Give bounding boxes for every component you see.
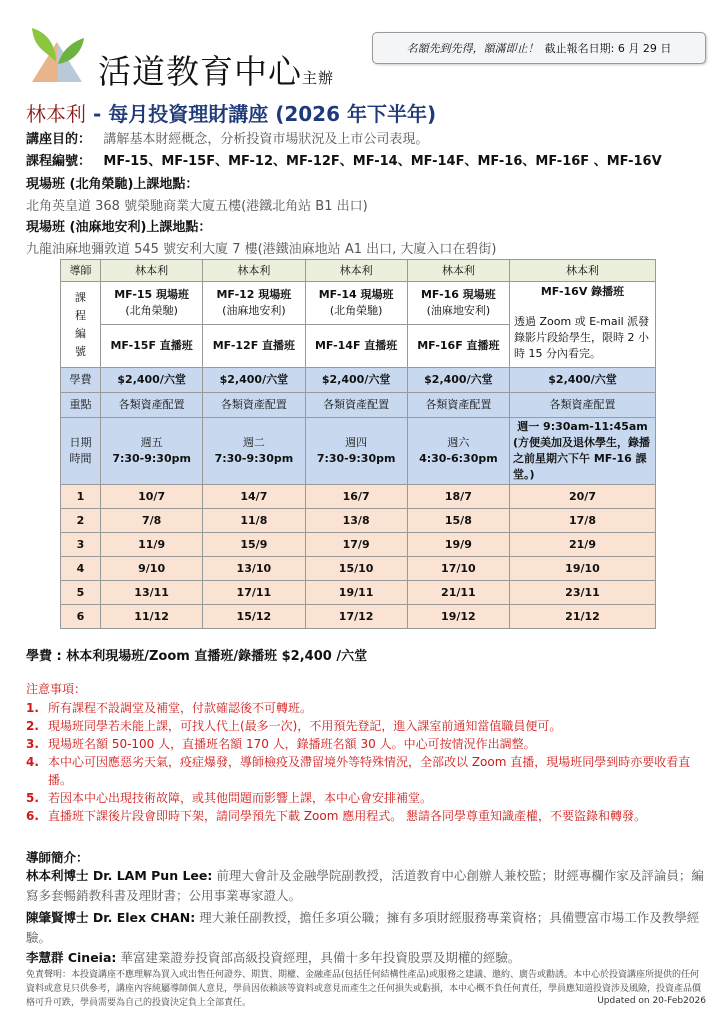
purpose: 講座目的： 講解基本財經概念，分析投資市場狀況及上市公司表現。 — [26, 132, 429, 147]
session-date: 15/12 — [203, 605, 305, 629]
note-item — [26, 807, 706, 825]
session-date: 19/12 — [407, 605, 509, 629]
session-date: 14/7 — [203, 485, 305, 509]
row-label: 導師 — [61, 260, 101, 282]
tutors-title: 導師簡介： — [26, 850, 89, 865]
tutor-bio: 陳肇賢博士 Dr. Elex CHAN: 理大兼任副教授，擔任多項公職；擁有多項財經服務專業資格；具備豐富市場工作及教學經驗。 — [26, 910, 700, 945]
session-date: 10/7 — [101, 485, 203, 509]
cell: MF-12 現場班 (油麻地安利) — [203, 282, 305, 325]
note-item — [26, 699, 706, 717]
cell: $2,400/六堂 — [510, 368, 656, 393]
note-text: 本中心可因應惡劣天氣，疫症爆發，導師檢疫及滯留境外等特殊情況，全部改以 Zoom 直播，現場班同學到時亦要收看直播。 — [48, 755, 691, 787]
code-row — [61, 282, 656, 325]
session-date: 21/11 — [407, 581, 509, 605]
note-text: 直播班下課後片段會即時下架，請同學預先下載 Zoom 應用程式。 懇請各同學尊重知識產權，不要盜錄和轉發。 — [48, 809, 647, 823]
cell: $2,400/六堂 — [203, 368, 305, 393]
session-number: 5 — [61, 581, 101, 605]
disclaimer: 免責聲明：本投資講座不應理解為買入或出售任何證券、期貨、期權、金融產品(包括任何結構性產品)或服務之建議、邀約、廣告或勸誘。本中心於投資講座所提供的任何資料或意見只供參考，講座內容純屬導師個人意見，學員因依賴該等資料或意見而產生之任何損失或虧損，本中心概不負任何責任，學員應知道投資涉及風險，投資產品價格可升可跌，學員需要為自己的投資決定負上全部責任。 — [26, 970, 702, 1008]
session-date: 19/10 — [510, 557, 656, 581]
note-number: 5. — [26, 791, 39, 805]
tutor-row — [61, 260, 656, 282]
session-date: 21/9 — [510, 533, 656, 557]
session-date: 15/10 — [305, 557, 407, 581]
session-number: 6 — [61, 605, 101, 629]
cell: 各類資產配置 — [101, 393, 203, 418]
session-date: 9/10 — [101, 557, 203, 581]
cell: 週二 7:30-9:30pm — [203, 418, 305, 485]
note-number: 6. — [26, 809, 39, 823]
datetime-row — [61, 418, 656, 485]
cell: 各類資產配置 — [407, 393, 509, 418]
cell: MF-15 現場班 (北角榮馳) — [101, 282, 203, 325]
session-date: 11/12 — [101, 605, 203, 629]
note-item — [26, 735, 706, 753]
cell: 各類資產配置 — [203, 393, 305, 418]
cell: MF-16F 直播班 — [407, 325, 509, 368]
note-number: 2. — [26, 719, 39, 733]
cell: 週一 9:30am-11:45am (方便美加及退休學生，錄播之前星期六下午 MF-16 課堂。) — [510, 418, 656, 485]
cell: 林本利 — [407, 260, 509, 282]
row-label: 學費 — [61, 368, 101, 393]
session-row — [61, 509, 656, 533]
cell: 林本利 — [510, 260, 656, 282]
session-date: 7/8 — [101, 509, 203, 533]
note-number: 1. — [26, 701, 39, 715]
notes-title: 注意事項： — [26, 682, 87, 696]
venue-address: 北角英皇道 368 號榮馳商業大廈五樓(港鐵北角站 B1 出口) — [26, 199, 368, 214]
cell: MF-12F 直播班 — [203, 325, 305, 368]
tutor-bio: 林本利博士 Dr. LAM Pun Lee: 前理大會計及金融學院副教授，活道教育中心創辦人兼校監；財經專欄作家及評論員；編寫多套暢銷教科書及理財書；公用事業專家證人。 — [26, 868, 704, 903]
cell: MF-14F 直播班 — [305, 325, 407, 368]
session-date: 21/12 — [510, 605, 656, 629]
org-name: 活道教育中心主辦 — [98, 52, 335, 91]
cell: $2,400/六堂 — [305, 368, 407, 393]
session-row — [61, 557, 656, 581]
cell: 林本利 — [101, 260, 203, 282]
schedule-table — [60, 259, 656, 629]
note-text: 若因本中心出現技術故障，或其他問題而影響上課，本中心會安排補堂。 — [48, 791, 433, 805]
note-item — [26, 789, 706, 807]
session-date: 13/8 — [305, 509, 407, 533]
session-date: 13/11 — [101, 581, 203, 605]
cell: MF-15F 直播班 — [101, 325, 203, 368]
page-title: 林本利 - 每月投資理財講座 (2026 年下半年) — [26, 102, 437, 126]
session-number: 4 — [61, 557, 101, 581]
session-number: 1 — [61, 485, 101, 509]
session-date: 18/7 — [407, 485, 509, 509]
session-date: 13/10 — [203, 557, 305, 581]
session-date: 17/12 — [305, 605, 407, 629]
cell: 各類資產配置 — [510, 393, 656, 418]
session-row — [61, 581, 656, 605]
note-text: 所有課程不設調堂及補堂，付款確認後不可轉班。 — [48, 701, 313, 715]
cell: 週六 4:30-6:30pm — [407, 418, 509, 485]
cell: MF-14 現場班 (北角榮馳) — [305, 282, 407, 325]
session-number: 3 — [61, 533, 101, 557]
cell: 林本利 — [203, 260, 305, 282]
course-codes: 課程編號： MF-15、MF-15F、MF-12、MF-12F、MF-14、MF-14F、MF-16、MF-16F 、MF-16V — [26, 154, 662, 169]
session-date: 15/9 — [203, 533, 305, 557]
session-date: 17/10 — [407, 557, 509, 581]
session-date: 15/8 — [407, 509, 509, 533]
venue-label: 現場班 (北角榮馳)上課地點： — [26, 177, 199, 192]
session-date: 23/11 — [510, 581, 656, 605]
session-number: 2 — [61, 509, 101, 533]
deadline-notice: 名額先到先得，額滿即止！ 截止報名日期: 6 月 29 日 — [372, 32, 706, 64]
note-text: 現場班同學若未能上課，可找人代上(最多一次)，不用預先登記，進入課室前通知當值職員便可。 — [48, 719, 562, 733]
cell: 週四 7:30-9:30pm — [305, 418, 407, 485]
fee-row — [61, 368, 656, 393]
cell: MF-16V 錄播班 透過 Zoom 或 E-mail 派發錄影片段給學生，限時 2 小時 15 分內看完。 — [510, 282, 656, 368]
session-date: 17/9 — [305, 533, 407, 557]
venue-label: 現場班 (油麻地安利)上課地點： — [26, 220, 212, 235]
note-item — [26, 717, 706, 735]
notes — [26, 680, 706, 825]
row-label: 重點 — [61, 393, 101, 418]
cell: MF-16 現場班 (油麻地安利) — [407, 282, 509, 325]
venue-address: 九龍油麻地彌敦道 545 號安利大廈 7 樓(港鐵油麻地站 A1 出口, 大廈入口在碧街) — [26, 242, 497, 257]
fee-summary: 學費 : 林本利現場班/Zoom 直播班/錄播班 $2,400 /六堂 — [26, 649, 368, 664]
session-date: 11/9 — [101, 533, 203, 557]
row-label: 日期時間 — [61, 418, 101, 485]
session-date: 20/7 — [510, 485, 656, 509]
session-date: 16/7 — [305, 485, 407, 509]
session-row — [61, 533, 656, 557]
session-date: 19/9 — [407, 533, 509, 557]
cell: $2,400/六堂 — [101, 368, 203, 393]
session-date: 11/8 — [203, 509, 305, 533]
cell: 週五 7:30-9:30pm — [101, 418, 203, 485]
tutor-bio: 李慧群 Cineia: 華富建業證券投資部高級投資經理，具備十多年投資股票及期權的經驗。 — [26, 950, 521, 965]
session-date: 17/11 — [203, 581, 305, 605]
note-number: 3. — [26, 737, 39, 751]
row-label: 課程編號 — [61, 282, 101, 368]
cell: 各類資產配置 — [305, 393, 407, 418]
updated-date: Updated on 20-Feb2026 — [597, 996, 706, 1006]
logo-icon — [28, 22, 86, 84]
focus-row — [61, 393, 656, 418]
session-date: 17/8 — [510, 509, 656, 533]
note-item — [26, 753, 706, 789]
session-row — [61, 605, 656, 629]
cell: $2,400/六堂 — [407, 368, 509, 393]
cell: 林本利 — [305, 260, 407, 282]
note-text: 現場班名額 50-100 人，直播班名額 170 人，錄播班名額 30 人。中心可按情況作出調整。 — [48, 737, 536, 751]
session-row — [61, 485, 656, 509]
session-date: 19/11 — [305, 581, 407, 605]
note-number: 4. — [26, 755, 39, 769]
